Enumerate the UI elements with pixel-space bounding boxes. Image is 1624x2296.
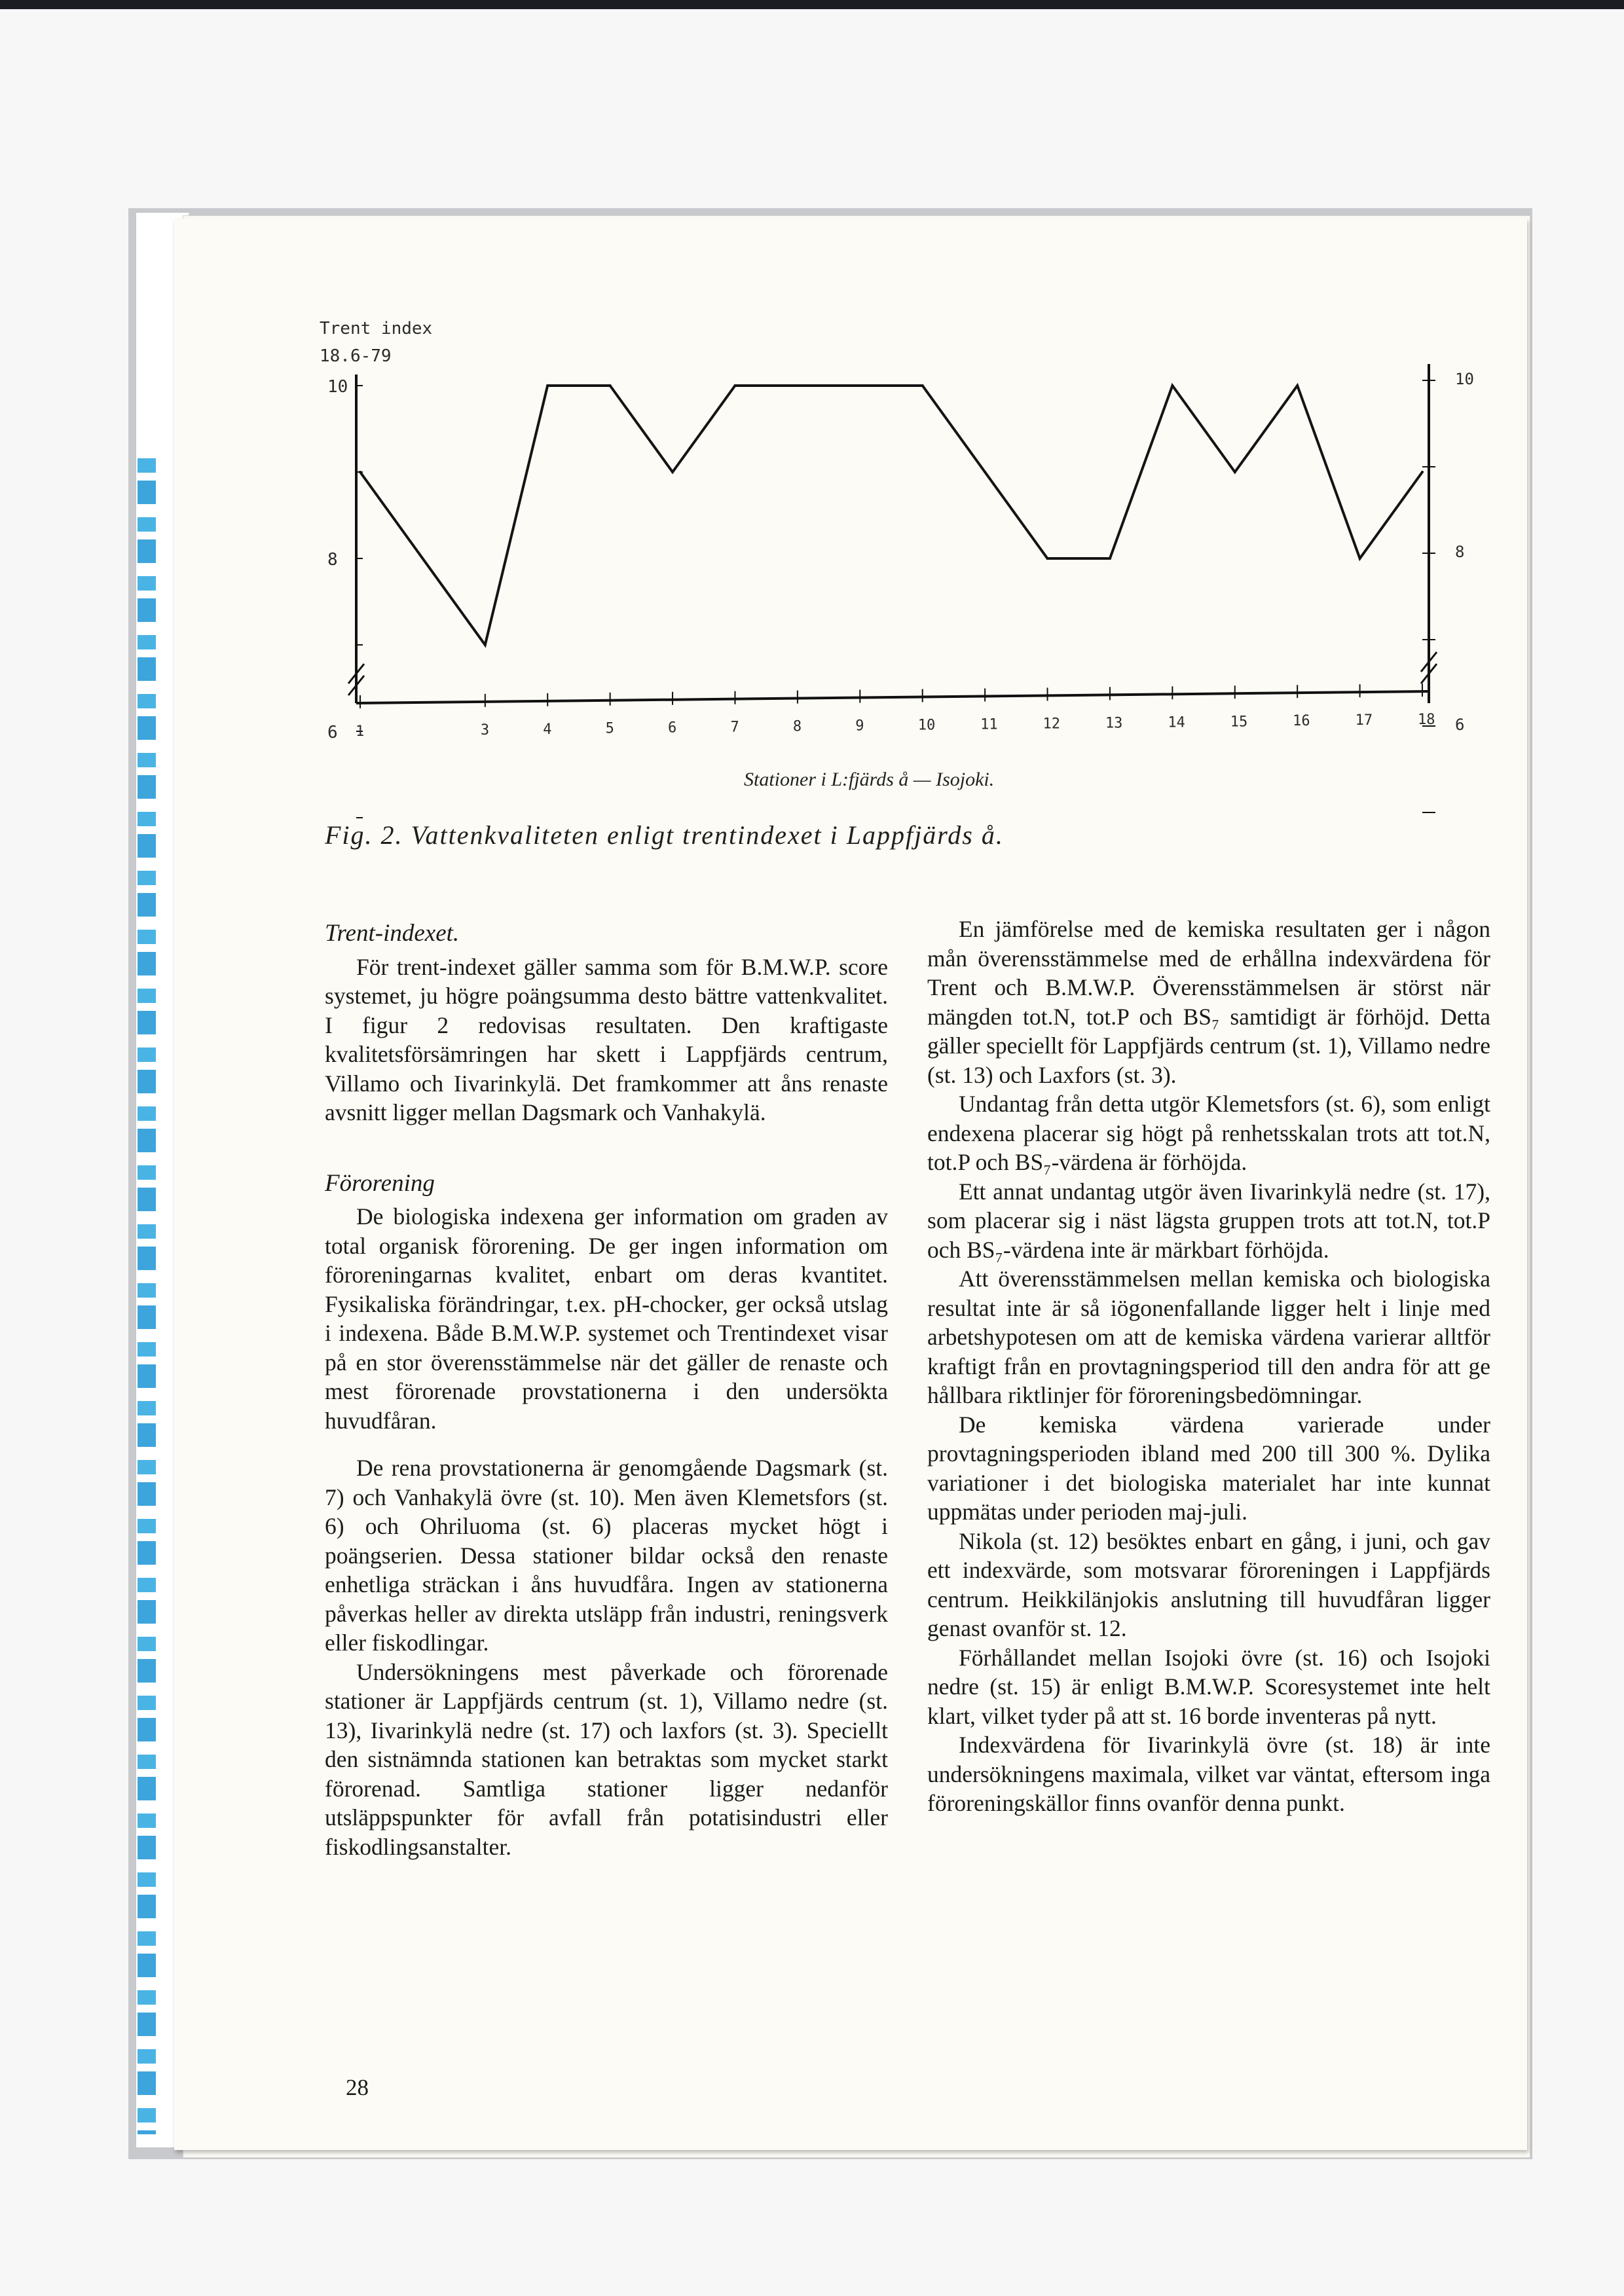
x-tick-label: 8	[792, 718, 802, 735]
page-number: 28	[346, 2075, 369, 2100]
trent-index-point	[921, 384, 924, 387]
trent-index-point	[359, 471, 361, 473]
trent-index-point	[1109, 557, 1111, 560]
x-tick-label: 14	[1168, 714, 1185, 731]
trent-index-point	[671, 471, 674, 473]
x-tick-label: 18	[1418, 712, 1435, 729]
trent-index-point	[1234, 471, 1236, 473]
x-tick-label: 1	[356, 723, 365, 740]
x-tick-label: 6	[668, 720, 677, 737]
trent-index-point	[1421, 471, 1424, 473]
x-tick-label: 9	[855, 718, 864, 735]
trent-index-point	[1359, 557, 1361, 560]
trent-index-point	[796, 384, 799, 387]
x-tick-label: 16	[1293, 713, 1310, 730]
paragraph: För trent-indexet gäller samma som för B.M.W.P. score systemet, ju högre poängsumma desto bättre vattenkvalitet. I figur 2 redovisas resultaten. Den kraftigaste kvalitetsförsämringen har skett i Lappfjärds centrum, Villamo och Iivarinkylä. Det framkommer att åns renaste avsnitt ligger mellan Dagsmark och Vanhakylä.	[325, 953, 888, 1125]
trent-index-point	[1296, 384, 1299, 387]
x-tick-label: 12	[1043, 716, 1061, 733]
x-tick-label: 15	[1230, 714, 1248, 731]
chart-series	[359, 384, 1424, 646]
paragraph: Indexvärdena för Iivarinkylä övre (st. 18) är inte undersökningens maximala, vilket var väntat, eftersom inga föroreningskällor finns ovanför denna punkt.	[927, 1732, 1490, 1816]
paragraph: Undersökningens mest påverkade och förorenade stationer är Lappfjärds centrum (st. 1), Villamo nedre (st. 13), Iivarinkylä nedre (st. 17) och laxfors (st. 3). Speciellt den sistnämnda stationen kan betraktas som mycket starkt förorenad. Samtliga stationer ligger nedanför utsläppspunkter för avfall från potatisindustri eller fiskodlingsanstalter.	[325, 1658, 888, 1860]
blue-cover-strip	[138, 458, 156, 2134]
figure-caption-text: Vattenkvaliteten enligt trentindexet i Lappfjärds å.	[411, 820, 1004, 850]
trent-index-point	[733, 384, 736, 387]
chart-y-axis-label: Trent index	[320, 319, 433, 338]
x-tick-label: 3	[480, 721, 490, 738]
x-tick-label: 11	[980, 716, 998, 733]
chart-y-axis-sublabel: 18.6-79	[320, 346, 392, 366]
trent-index-point	[984, 471, 986, 473]
trent-index-point	[609, 384, 612, 387]
y-tick-label: 6	[327, 723, 338, 742]
left-column	[325, 919, 888, 1861]
trent-index-point	[858, 384, 861, 387]
paragraph: De kemiska värdena varierade under provtagningsperioden ibland med 200 till 300 %. Dylika variationer i det biologiska materialet har inte kunnat uppmätas under perioden maj-juli.	[927, 1411, 1490, 1525]
paragraph: Förhållandet mellan Isojoki övre (st. 16) och Isojoki nedre (st. 15) är enligt B.M.W.P. Scoresystemet inte helt klart, vilket tyder på att st. 16 borde inventeras på nytt.	[927, 1644, 1490, 1729]
section-heading-trent: Trent-indexet.	[325, 920, 460, 947]
y-tick-label-right: 6	[1455, 716, 1465, 734]
y-tick-label-right: 10	[1455, 370, 1474, 388]
y-tick-label: 10	[327, 377, 348, 397]
trent-index-point	[546, 384, 549, 387]
x-tick-label: 5	[605, 720, 614, 737]
trent-index-point	[484, 644, 487, 646]
figure-caption	[325, 820, 1307, 850]
trent-index-point	[1171, 384, 1173, 387]
paragraph: De biologiska indexena ger information om graden av total organisk förorening. De ger ingen information om föroreningarnas kvalitet, enbart om deras kvantitet. Fysikaliska förändringar, t.ex. pH-chocker, ger också utslag i indexena. Både B.M.W.P. systemet och Trentindexet visar på en stor överensstämmelse när det gäller de renaste och mest förorenade provstationerna i den undersökta huvudfåran.	[325, 1203, 888, 1434]
paragraph: Ett annat undantag utgör även Iivarinkylä nedre (st. 17), som placerar sig i näst lägsta gruppen trots att tot.N, tot.P och BS₇-värdena inte är märkbart förhöjda.	[927, 1178, 1490, 1263]
x-tick-label: 7	[730, 719, 739, 736]
trent-index-point	[1046, 557, 1049, 560]
paragraph: Undantag från detta utgör Klemetsfors (st. 6), som enligt endexena placerar sig högt på renhetsskalan trots att tot.N, tot.P och BS₇-värdena är förhöjda.	[927, 1091, 1490, 1175]
x-tick-label: 17	[1355, 712, 1373, 729]
x-tick-label: 10	[917, 717, 936, 734]
chart-x-axis-label: Stationer i L:fjärds å — Isojoki.	[744, 769, 995, 790]
paragraph: De rena provstationerna är genomgående Dagsmark (st. 7) och Vanhakylä övre (st. 10). Men även Klemetsfors (st. 6) och Ohriluoma (st. 6) placeras mycket högt i poängserien. Dessa stationer bildar också den renaste enhetliga sträckan i åns huvudfåra. Ingen av stationerna påverkas heller av direkta utsläpp från industri, reningsverk eller fiskodlingar.	[325, 1455, 888, 1656]
y-tick-label: 8	[327, 550, 338, 570]
figure-caption-label: Fig. 2.	[325, 820, 403, 850]
paragraph: En jämförelse med de kemiska resultaten ger i någon mån överensstämmelse med de erhållna indexvärdena för Trent och B.M.W.P. Överensstämmelsen är störst när mängden tot.N, tot.P och BS₇ samtidigt är förhöjd. Detta gäller speciellt för Lappfjärds centrum (st. 1), Villamo nedre (st. 13) och Laxfors (st. 3).	[927, 916, 1490, 1088]
x-axis-line	[356, 691, 1429, 703]
paragraph: Att överensstämmelsen mellan kemiska och biologiska resultat inte är så iögonenfallande ligger helt i linje med arbetshypotesen om att de kemiska värdena varierar alltför kraftigt från en provtagningsperiod till den andra för att ge hållbara riktlinjer för föroreningsbedömningar.	[927, 1266, 1490, 1408]
trent-index-series-line	[360, 386, 1422, 645]
paragraph: Nikola (st. 12) besöktes enbart en gång, i juni, och gav ett indexvärde, som motsvarar föroreningen i Lappfjärds centrum. Heikkilänjokis anslutning till huvudfåran ligger genast ovanför st. 12.	[927, 1527, 1490, 1641]
x-tick-label: 4	[543, 721, 552, 738]
y-tick-label-right: 8	[1455, 543, 1465, 561]
section-heading-fororening: Förorening	[325, 1169, 435, 1197]
document-page	[174, 219, 1527, 2150]
chart-ticks	[327, 370, 1474, 818]
x-tick-label: 13	[1105, 715, 1123, 732]
right-column	[927, 915, 1490, 1818]
scanner-top-edge	[0, 0, 1624, 9]
